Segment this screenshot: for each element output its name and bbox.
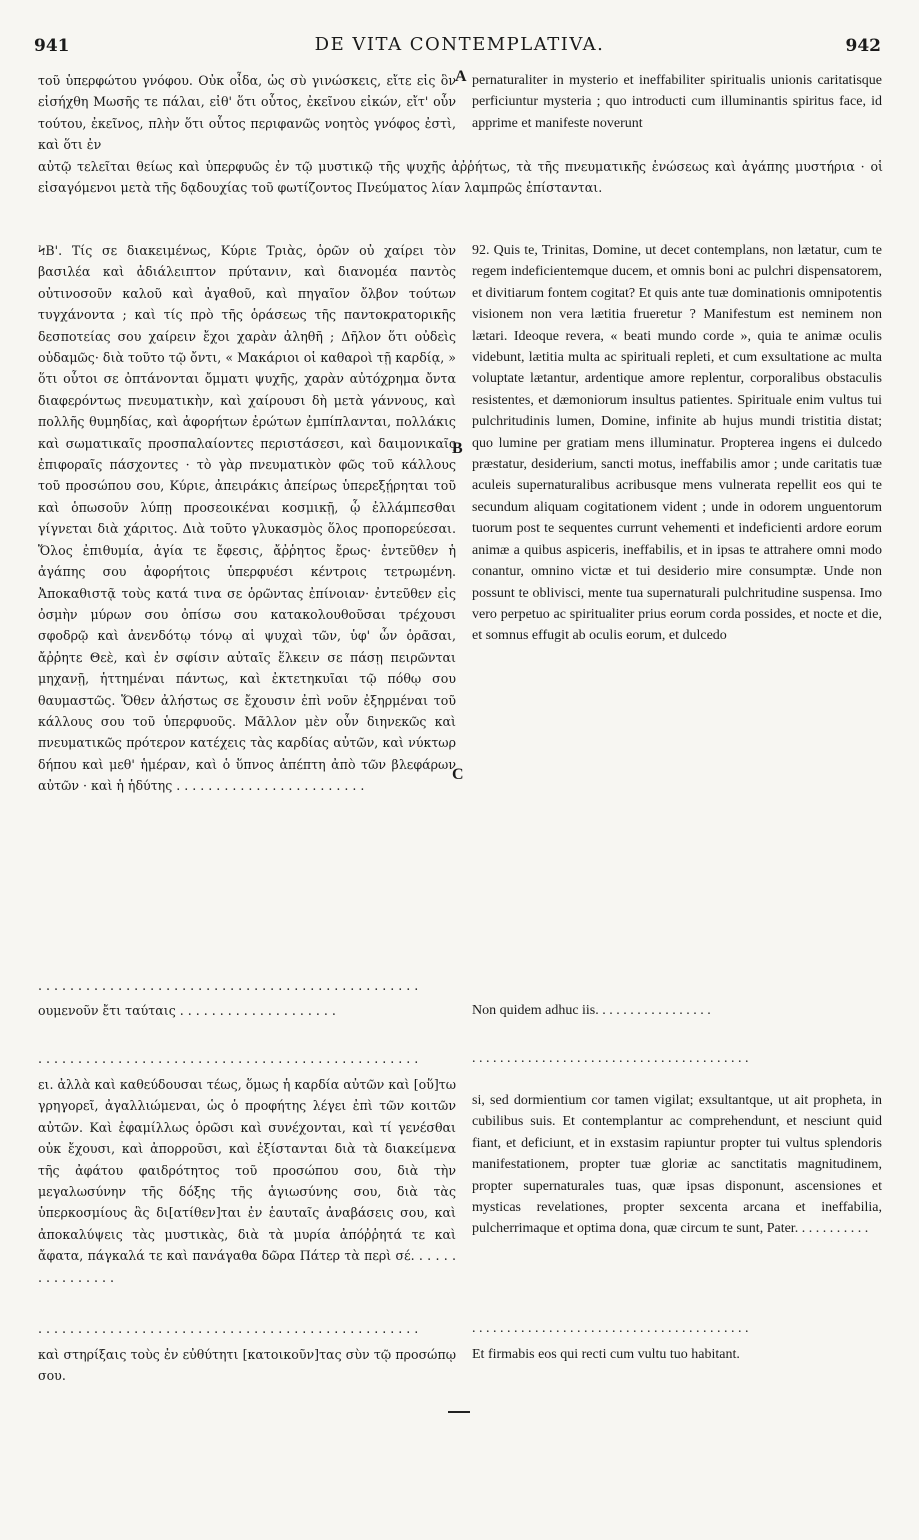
page-header: [0, 32, 919, 62]
greek-ellipsis-row: . . . . . . . . . . . . . . . . . . . . . . . . . . . . . . . . . . . . . . . . . . . . . . . .: [38, 978, 419, 993]
greek-fragment-line: ουμενοῦν ἔτι ταύταις . . . . . . . . . . . . . . . . . . . .: [38, 1003, 336, 1018]
greek-top-text: τοῦ ὑπερφώτου γνόφου. Οὐκ οἶδα, ὡς σὺ γινώσκεις, εἴτε εἰς ὃν εἰσήχθη Μωσῆς τε πάλαι, εἰθ' ὅτι οὗτος, ἐκεῖνου εἰκών, εἴτ' οὖν τούτου, ἐκεῖνος, πλὴν ὅτι οὗτος περιφανῶς νοητὸς γνόφος ἐστὶ, καὶ ὅτι ἐν: [38, 73, 456, 153]
greek-end-text: καὶ στηρίξαις τοὺς ἐν εὐθύτητι [κατοικοῦν]τας σὺν τῷ προσώπῳ σου.: [38, 1347, 456, 1384]
page-number-right: 942: [845, 36, 881, 56]
greek-main-paragraph: ϞΒ'. Τίς σε διακειμένως, Κύριε Τριὰς, ὁρῶν οὐ χαίρει τὸν βασιλέα καὶ ἀδιάλειπτον πρύτανιν, καὶ διανομέα παντὸς οὐτινοσοῦν καλοῦ καὶ ἀγαθοῦ, καὶ πηγαῖον ὄλβον τούτων τυγχάνοντα ; καὶ τίς πρὸ τῆς ὁράσεως τῆς παντοκρατορικῆς δεσποτείας σου χαίρειν ἔχοι χαρὰν ἀληθῆ ; Δῆλον ὅτι οὐδεὶς οὐδαμῶς· διὰ τοῦτο τῷ ὄντι, « Μακάριοι οἱ καθαροὶ τῇ καρδίᾳ, » ὅτι οὗτοι σε ὀπτάνονται ὄμματι ψυχῆς, χαρὰν αὐτόχρημα ὄντα διαφερόντως πνευματικὴν, καὶ χαίρουσι δὴ μετὰ γάννους, καὶ πολλῆς θυμηδίας, καὶ ἀφορήτων ἐρώτων ἐμπίπλανται, πολλάκις καὶ σωματικαῖς προσπαλαίοντες περιστάσεσι, καὶ δαιμονικαῖς ἐπιφοραῖς πάσχοντες · τὸ γὰρ πνευματικὸν φῶς τοῦ κάλλους τοῦ προσώπου σου, Κύριε, ἀπειράκις ἀπείρως ὑπερεξῄρηται τοῦ καὶ ὁπωσοῦν λύπῃ προσεοικέναι κοσμικῇ, ᾧ ἐλλάμπεσθαι γίγνεται διὰ χάριτος. Διὰ τοῦτο γλυκασμὸς ὅλος προπορεύεσαι. Ὅλος ἐπιθυμία, ἁγία τε ἔφεσις, ἄῤῥητος ἔρως· ἐντεῦθεν ἡ ἀγάπης σου ἀφορήτοις ὑπερφυέσι κέντροις τετρωμένη. Ἀποκαθιστᾷ τοὺς κατά τινα σε ὁρῶντας ἐπίνοιαν· ἐντεῦθεν εἰς ὀσμὴν μύρων σου ὀπίσω σου κατακολουθοῦσαι τρέχουσι σφοδρῷ καὶ ἀνενδότῳ τόνῳ αἱ ψυχαὶ τῶν, ὑφ' ὧν ὁρᾶσαι, ἄῤῥητε Θεὲ, καὶ ἐν σφίσιν αὐταῖς ἕλκειν σε πάσῃ πειρῶνται μηχανῇ, ἡττημέναι πάντως, καὶ ἐκτετηκυῖαι τῷ πόθῳ σου θαυμαστῶς. Ὅθεν ἀλήστως σε ἔχουσιν ἐπὶ νοῦν ἐξηρμέναι τοῦ κάλλους σου τοῦ ὑπερφυοῦς. Μᾶλλον μὲν οὖν διηνεκῶς καὶ πνευματικῶς πρότερον κατέχεις τὰς καρδίας αὐτῶν, καὶ νύκτωρ δήπου καὶ μεθ' ἡμέραν, καὶ ὁ ὕπνος ἀπέπτη ἀπὸ τῶν βλεφάρων αὐτῶν · καὶ ἡ ἡδύτης . . . . . . . . . . . . . . . . . . . . . . . .: [38, 243, 456, 794]
latin-main-paragraph: 92. Quis te, Trinitas, Domine, ut decet contemplans, non lætatur, cum te regem indeficientemque ducem, et omnis boni ac pulchri dispensatorem, et divitiarum fontem cogitat? Et quis ante tuæ dominationis omnipotentis visionem non vera lætitia frueretur ? Manifestum est neminem non lætari. Ideoque revera, « beati mundo corde », quia te animæ oculis videbunt, lætitia multa ac spirituali repleti, et cum exsultatione ac multa voluptate lætantur, ardentique amore replentur, corporalibus obstaculis resistentes, et dæmoniorum insultus patientes. Spirituale enim vultus tui pulchritudinis lumen, Domine, infinite ab hujus mundi tristitia distat; quo lumine per gratiam mens illuminatur. Propterea ingens ei dulcedo præstatur, desiderium, sancti motus, ineffabilis amor ; unde caritatis tuæ aculeis supernaturalibus acribusque mens vulnerata repellit eos qui te secundum aliquam cogitationem vident ; unde in odorem unguentorum tuorum post te sequentes currunt vehementi et indeficienti ardore eorum animæ a quibus aspiceris, ineffabilis, et in ipsas te attrahere omni modo conantur, omnino victæ et tui desiderio mire consumptæ. Unde non possunt te oblivisci, mente tua supernaturali pulchritudine suspensa. Imo vero perpetuo ac spiritualiter prius eorum corda possides, et nocte et die, et somnus effugit ab oculis eorum, et dulcedo: [472, 243, 882, 644]
greek-full-width-text: αὐτῷ τελεῖται θείως καὶ ὑπερφυῶς ἐν τῷ μυστικῷ τῆς ψυχῆς ἀῤῥήτως, τὰ τῆς πνευματικῆς ἑνώσεως καὶ ἀγάπης μυστήρια · οἱ εἰσαγόμενοι μετὰ τῆς δᾳδουχίας τοῦ φωτίζοντος Πνεύματος λίαν λαμπρῶς ἐπίστανται.: [38, 159, 883, 196]
marker-b: B: [452, 440, 463, 457]
latin-mid-paragraph: si, sed dormientium cor tamen vigilat; exsultantque, ut ait propheta, in cubilibus suis. Et contemplantur ac comprehendunt, et nesciunt quid fiant, et deficiunt, et in exstasim rapiuntur propter tui vultus splendoris manifestationem, propter tuæ gloriæ ac sanctitatis magnitudinem, propter supernaturales tuas, quæ ipsas disponunt, ascensiones et mysticas revelationes, propter sexcenta arcana et ineffabilia, pulcherrimaque et optima dona, quæ circum te sunt, Pater. . . . . . . . . . .: [472, 1093, 882, 1237]
marker-c: C: [452, 766, 464, 783]
running-title: DE VITA CONTEMPLATIVA.: [314, 34, 605, 55]
latin-end-text: Et firmabis eos qui recti cum vultu tuo habitant.: [472, 1347, 740, 1362]
greek-ellipsis-row-3: . . . . . . . . . . . . . . . . . . . . . . . . . . . . . . . . . . . . . . . . . . . . . . . .: [38, 1321, 419, 1336]
latin-top-text: pernaturaliter in mysterio et ineffabiliter spiritualis unionis caritatisque perficiuntur mysteria ; quo introducti cum illuminantis spiritus face, id apprime et manifeste noverunt: [472, 73, 882, 131]
latin-fragment-line: Non quidem adhuc iis. . . . . . . . . . . . . . . . .: [472, 1003, 711, 1018]
latin-ellipsis-row-3: . . . . . . . . . . . . . . . . . . . . . . . . . . . . . . . . . . . . . . . .: [472, 1321, 749, 1336]
greek-ellipsis-row-2: . . . . . . . . . . . . . . . . . . . . . . . . . . . . . . . . . . . . . . . . . . . . . . . .: [38, 1051, 419, 1066]
latin-ellipsis-row-2: . . . . . . . . . . . . . . . . . . . . . . . . . . . . . . . . . . . . . . . .: [472, 1051, 749, 1066]
bottom-rule: [448, 1411, 470, 1413]
marker-a: A: [455, 68, 467, 85]
greek-mid-paragraph: ει. ἀλλὰ καὶ καθεύδουσαι τέως, ὅμως ἡ καρδία αὐτῶν καὶ [οὕ]τω γρηγορεῖ, ἀγαλλιώμεναι, ὡς ὁ προφήτης λέγει ἐπὶ τῶν κοιτῶν αὐτῶν. Καὶ ἐφαμίλλως ὁρῶσι καὶ συνέχονται, καὶ τί γενέσθαι οὐκ ἔχουσι, καὶ ἀπορροῦσι, καὶ ἐξίστανται διὰ τὰ διακείμενα τῆς ἀφάτου φαιδρότητος τοῦ προσώπου σου, διὰ τὴν μεγαλωσύνην τῆς δόξης τῆς ἁγιωσύνης σου, διὰ τὰς ὑπερκοσμίους ἃς δι[ατίθεν]ται ἐν ἑαυταῖς ἀναβάσεις σου, καὶ ἀποκαλύψεις τὰς μυστικὰς, διὰ τὰ μυρία ἀπόῤῥητά τε καὶ ἄφατα, πάγκαλά τε καὶ πανάγαθα δῶρα Πάτερ τὰ περὶ σέ. . . . . . . . . . . . . . . .: [38, 1077, 456, 1285]
page-number-left: 941: [34, 36, 70, 56]
